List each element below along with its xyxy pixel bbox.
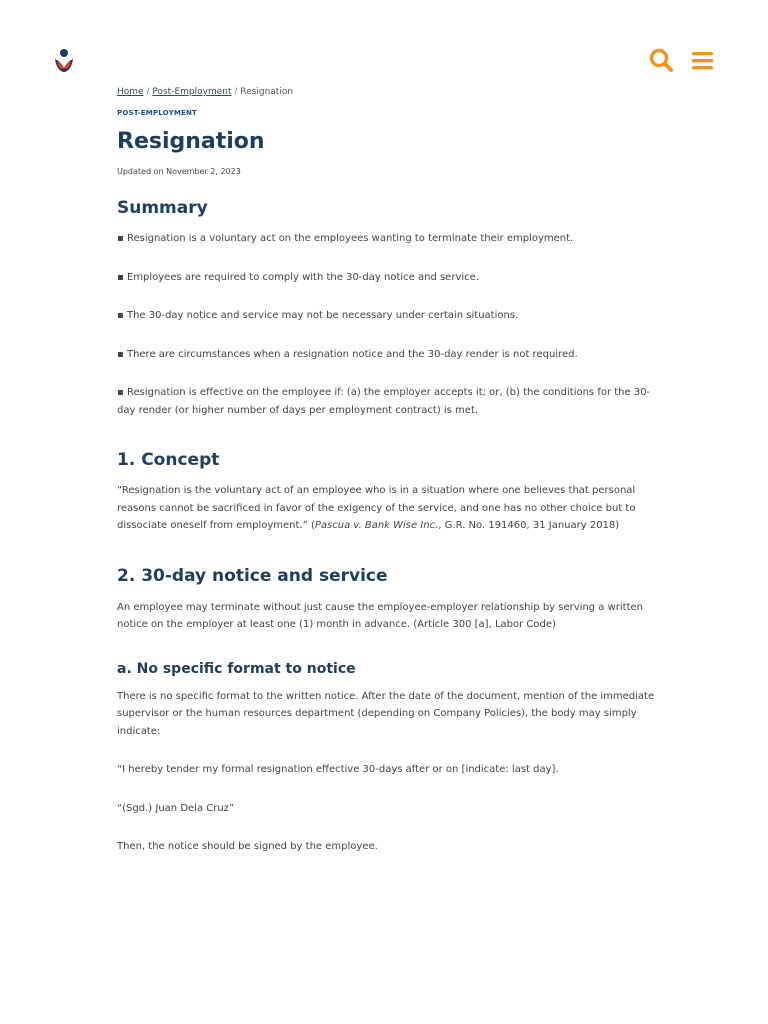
summary-item: ▪ The 30-day notice and service may not be necessary under certain situations. (117, 310, 519, 321)
concept-paragraph (117, 482, 662, 535)
search-icon (648, 48, 676, 74)
case-citation: Pascua v. Bank Wise Inc. (314, 520, 439, 531)
summary-item: ▪ There are circumstances when a resignation notice and the 30-day render is not required. (117, 348, 578, 360)
concept-text: “Resignation is the voluntary act of an employee who is in a situation where one believes that personal reasons cannot be sacrificed in favor of the exigency of the service, and one has no other choice but to dissociate oneself from employment.” ( (117, 485, 636, 531)
summary-item: ▪ Resignation is a voluntary act on the employees wanting to terminate their employment. (117, 233, 574, 244)
category-label (117, 108, 662, 118)
breadcrumb (117, 86, 662, 99)
format-paragraph: There is no specific format to the written notice. After the date of the document, mention of the immediate supervisor or the human resources department (depending on Company Policies), the body may simply indicate: (117, 690, 655, 737)
breadcrumb-home-link[interactable]: Home (117, 87, 144, 97)
summary-item: ▪ Employees are required to comply with the 30-day notice and service. (117, 271, 479, 283)
breadcrumb-separator: / (146, 87, 150, 97)
notice-heading: 2. 30-day notice and service (117, 565, 388, 586)
article-content (117, 86, 662, 856)
quote-paragraph: “I hereby tender my formal resignation effective 30-days after or on [indicate: last day]. (117, 764, 559, 775)
summary-heading: Summary (117, 198, 208, 218)
concept-heading: 1. Concept (117, 450, 220, 470)
signature-paragraph: “(Sgd.) Juan Dela Cruz” (117, 802, 235, 814)
notice-paragraph: An employee may terminate without just cause the employee-employer relationship by serving a written notice on the employer at least one (1) month in advance. (Article 300 [a], Labor Code) (117, 601, 644, 630)
search-button[interactable] (648, 48, 676, 74)
site-header (0, 0, 768, 90)
concept-text-end: , G.R. No. 191460, 31 January 2018) (438, 520, 620, 531)
breadcrumb-separator: / (234, 87, 238, 97)
hamburger-menu-icon (691, 50, 715, 72)
person-logo-icon (52, 48, 76, 74)
updated-date: Updated on November 2, 2023 (117, 167, 241, 176)
summary-item: ▪ Resignation is effective on the employee if: (a) the employer accepts it; or, (b) the conditions for the 30-day render (or higher number of days per employment contract) is met. (117, 387, 651, 416)
site-logo[interactable] (52, 48, 76, 74)
menu-button[interactable] (691, 50, 715, 72)
breadcrumb-section-link[interactable]: Post-Employment (152, 87, 232, 97)
breadcrumb-current: Resignation (240, 87, 294, 97)
page-title: Resignation (117, 129, 265, 154)
closing-paragraph: Then, the notice should be signed by the employee. (117, 841, 378, 852)
category-link[interactable]: POST-EMPLOYMENT (117, 109, 198, 117)
format-heading: a. No specific format to notice (117, 660, 356, 677)
